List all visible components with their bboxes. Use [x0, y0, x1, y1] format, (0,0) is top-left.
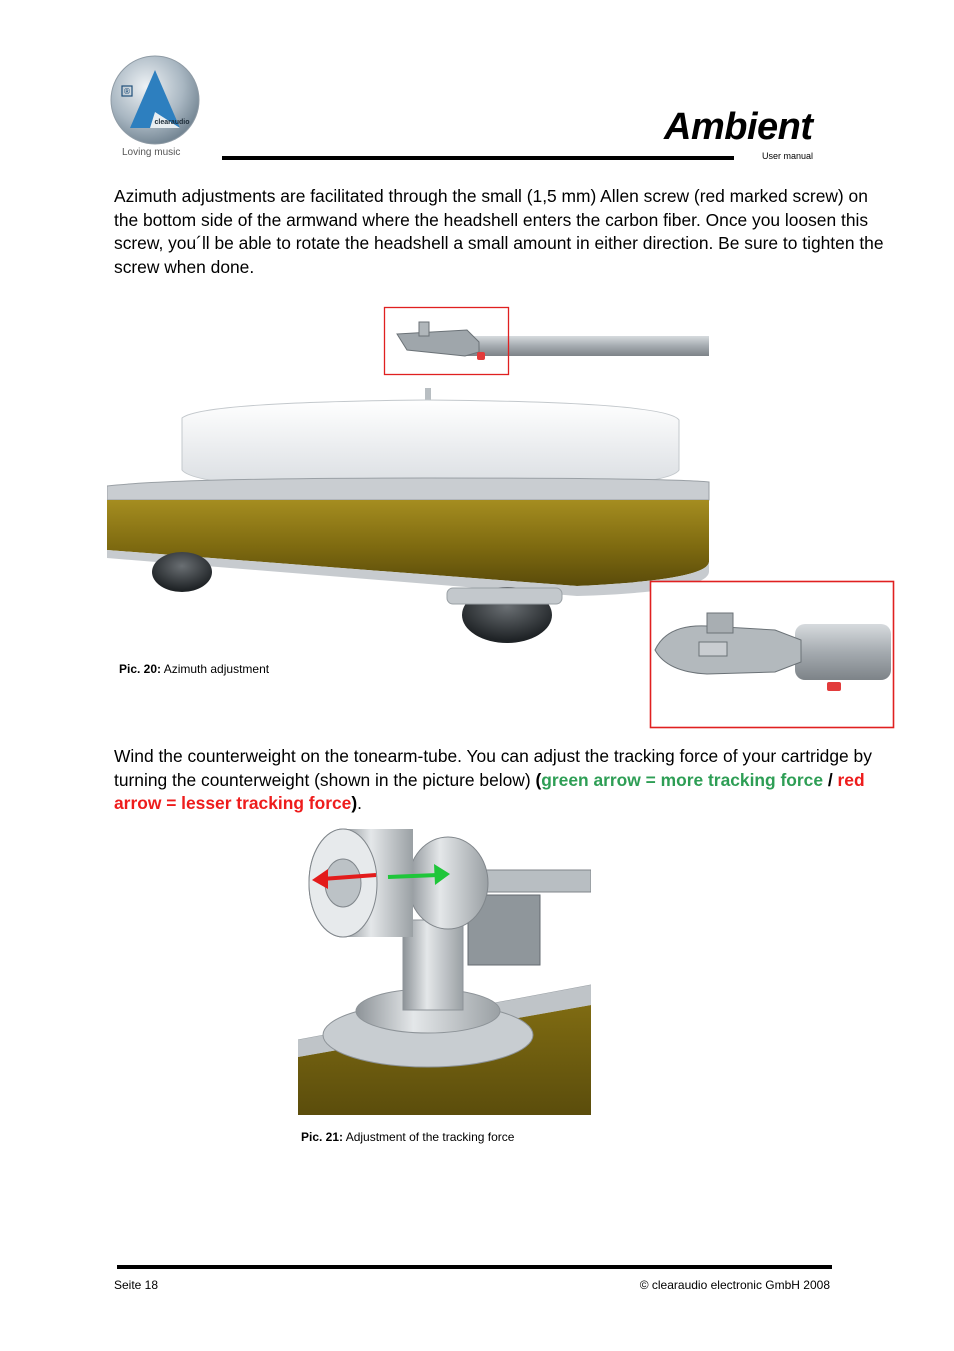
- header-rule: [222, 156, 734, 160]
- pic21-label: Pic. 21:: [301, 1130, 344, 1144]
- pic20-caption: [119, 662, 269, 676]
- tracking-force-intro: Wind the counterweight on the tonearm-tube. You can adjust the tracking force of your cartridge by turning the counterweight (shown in the picture below): [114, 746, 872, 790]
- page-number: Seite 18: [114, 1278, 159, 1292]
- pic20-caption-text: Azimuth adjustment: [163, 662, 270, 676]
- logo-caption: Loving music: [122, 147, 181, 158]
- paren-open: (: [535, 769, 542, 790]
- logo-wordmark: clearaudio: [154, 119, 190, 126]
- document-subtitle: User manual: [762, 151, 814, 161]
- svg-text:®: ®: [123, 87, 131, 96]
- pic21-caption-text: Adjustment of the tracking force: [345, 1130, 515, 1144]
- pic21-counterweight-illustration: [298, 825, 591, 1115]
- tracking-force-paragraph: [114, 745, 894, 816]
- period: .: [357, 793, 362, 813]
- green-arrow-legend: green arrow = more tracking force: [541, 769, 824, 790]
- azimuth-paragraph: Azimuth adjustments are facilitated through the small (1,5 mm) Allen screw (red marked screw) on the bottom side of the armwand where the headshell enters the carbon fiber. Once you loosen this screw, you´ll be able to rotate the headshell a small amount in either direction. Be sure to tighten the screw when done.: [114, 186, 884, 277]
- footer-rule: [117, 1265, 832, 1269]
- paren-close: ): [351, 793, 358, 813]
- pic20-label: Pic. 20:: [119, 662, 162, 676]
- red-arrow-legend: red arrow = lesser tracking force: [114, 769, 865, 813]
- pic21-caption: [301, 1130, 514, 1144]
- copyright: © clearaudio electronic GmbH 2008: [639, 1278, 830, 1292]
- document-title: Ambient: [664, 106, 813, 148]
- legend-separator: /: [823, 769, 838, 790]
- clearaudio-logo: [100, 52, 210, 162]
